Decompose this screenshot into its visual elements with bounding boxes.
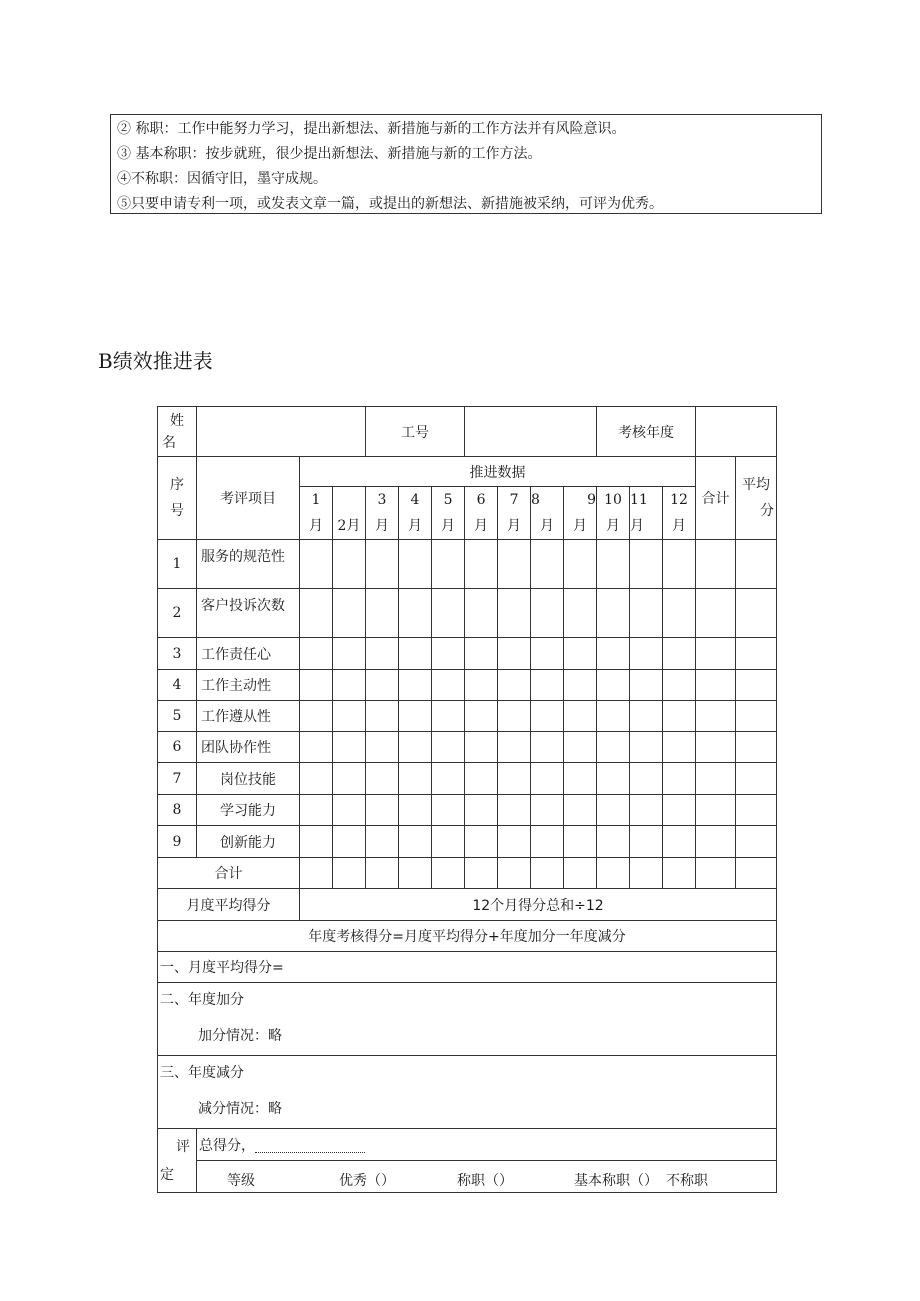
score-cell[interactable] xyxy=(531,540,564,589)
avg-cell[interactable] xyxy=(736,763,777,795)
score-cell[interactable] xyxy=(300,638,333,670)
score-cell[interactable] xyxy=(399,540,432,589)
total-score-label: 总得分， xyxy=(199,1137,255,1154)
grade-option-excellent[interactable]: 优秀（） xyxy=(339,1172,395,1189)
score-cell[interactable] xyxy=(300,795,333,826)
section-annual-deduction xyxy=(158,1056,777,1129)
score-cell[interactable] xyxy=(333,795,366,826)
month-header: 10 月 xyxy=(597,487,630,540)
grade-label: 等级 xyxy=(227,1172,255,1189)
item-no: 3 xyxy=(158,638,197,670)
sum-cell[interactable] xyxy=(597,858,630,889)
month-header: 6 月 xyxy=(465,487,498,540)
score-cell[interactable] xyxy=(333,732,366,763)
score-cell[interactable] xyxy=(498,826,531,858)
total-cell[interactable] xyxy=(696,763,736,795)
section-annual-deduction-title: 三、年度减分 xyxy=(160,1065,244,1081)
monthly-avg-label: 月度平均得分 xyxy=(158,889,300,921)
item-no: 1 xyxy=(158,540,197,589)
total-cell[interactable] xyxy=(696,638,736,670)
performance-table xyxy=(157,406,777,1193)
sum-cell[interactable] xyxy=(300,858,333,889)
score-cell[interactable] xyxy=(498,638,531,670)
score-cell[interactable] xyxy=(432,763,465,795)
score-cell[interactable] xyxy=(663,732,696,763)
review-year-value-cell[interactable] xyxy=(696,407,777,457)
item-name: 工作遵从性 xyxy=(197,701,300,732)
annual-formula: 年度考核得分=月度平均得分+年度加分一年度减分 xyxy=(158,921,777,952)
sum-avg-cell[interactable] xyxy=(736,858,777,889)
score-cell[interactable] xyxy=(300,763,333,795)
score-cell[interactable] xyxy=(498,763,531,795)
item-name: 服务的规范性 xyxy=(197,540,300,589)
grade-option-competent[interactable]: 称职（） xyxy=(457,1172,513,1189)
total-cell[interactable] xyxy=(696,670,736,701)
sum-cell[interactable] xyxy=(465,858,498,889)
total-cell[interactable] xyxy=(696,701,736,732)
total-header: 合计 xyxy=(696,457,736,540)
score-cell[interactable] xyxy=(498,732,531,763)
score-cell[interactable] xyxy=(663,826,696,858)
sum-cell[interactable] xyxy=(432,858,465,889)
data-header: 推进数据 xyxy=(300,457,696,487)
deduction-detail: 减分情况：略 xyxy=(198,1101,282,1117)
section-monthly-avg: 一、月度平均得分= xyxy=(158,952,777,983)
score-cell[interactable] xyxy=(597,670,630,701)
score-cell[interactable] xyxy=(564,540,597,589)
sum-cell[interactable] xyxy=(564,858,597,889)
month-header: 8 月 xyxy=(531,487,564,540)
item-name: 岗位技能 xyxy=(197,763,300,795)
sum-label: 合计 xyxy=(158,858,300,889)
total-cell[interactable] xyxy=(696,540,736,589)
score-cell[interactable] xyxy=(399,763,432,795)
month-header: 7 月 xyxy=(498,487,531,540)
month-header: 3 月 xyxy=(366,487,399,540)
score-cell[interactable] xyxy=(333,701,366,732)
sum-total-cell[interactable] xyxy=(696,858,736,889)
total-cell[interactable] xyxy=(696,826,736,858)
score-cell[interactable] xyxy=(630,795,663,826)
score-cell[interactable] xyxy=(597,732,630,763)
criteria-box xyxy=(110,114,822,214)
score-cell[interactable] xyxy=(630,732,663,763)
score-cell[interactable] xyxy=(366,732,399,763)
score-cell[interactable] xyxy=(333,638,366,670)
score-cell[interactable] xyxy=(498,701,531,732)
score-cell[interactable] xyxy=(597,795,630,826)
evaluation-label: 评 定 xyxy=(158,1129,197,1193)
score-cell[interactable] xyxy=(366,540,399,589)
item-name: 学习能力 xyxy=(197,795,300,826)
score-cell[interactable] xyxy=(564,795,597,826)
score-cell[interactable] xyxy=(333,670,366,701)
month-header: 12 月 xyxy=(663,487,696,540)
score-cell[interactable] xyxy=(399,670,432,701)
score-cell[interactable] xyxy=(564,763,597,795)
score-cell[interactable] xyxy=(432,589,465,638)
item-no: 5 xyxy=(158,701,197,732)
item-no: 2 xyxy=(158,589,197,638)
item-no: 6 xyxy=(158,732,197,763)
avg-cell[interactable] xyxy=(736,589,777,638)
score-cell[interactable] xyxy=(300,540,333,589)
score-cell[interactable] xyxy=(597,540,630,589)
criteria-line: ⑤只要申请专利一项，或发表文章一篇，或提出的新想法、新措施被采纳，可评为优秀。 xyxy=(117,196,663,212)
item-no: 7 xyxy=(158,763,197,795)
item-name: 创新能力 xyxy=(197,826,300,858)
name-label: 姓 名 xyxy=(158,407,197,457)
score-cell[interactable] xyxy=(663,638,696,670)
score-cell[interactable] xyxy=(597,638,630,670)
item-no: 9 xyxy=(158,826,197,858)
score-cell[interactable] xyxy=(597,826,630,858)
month-header: 9 月 xyxy=(564,487,597,540)
month-header: 5 月 xyxy=(432,487,465,540)
monthly-avg-formula: 12个月得分总和÷12 xyxy=(300,889,777,921)
score-cell[interactable] xyxy=(498,589,531,638)
score-cell[interactable] xyxy=(465,763,498,795)
avg-cell[interactable] xyxy=(736,826,777,858)
score-cell[interactable] xyxy=(663,540,696,589)
score-cell[interactable] xyxy=(564,638,597,670)
score-cell[interactable] xyxy=(663,701,696,732)
item-name: 团队协作性 xyxy=(197,732,300,763)
score-cell[interactable] xyxy=(663,795,696,826)
score-cell[interactable] xyxy=(300,826,333,858)
seq-header: 序 号 xyxy=(158,457,197,540)
score-cell[interactable] xyxy=(465,826,498,858)
total-score-row xyxy=(197,1129,777,1161)
score-cell[interactable] xyxy=(432,638,465,670)
score-cell[interactable] xyxy=(630,589,663,638)
score-cell[interactable] xyxy=(663,763,696,795)
sum-cell[interactable] xyxy=(399,858,432,889)
section-annual-bonus xyxy=(158,983,777,1056)
score-cell[interactable] xyxy=(564,589,597,638)
score-cell[interactable] xyxy=(630,540,663,589)
score-cell[interactable] xyxy=(399,795,432,826)
score-cell[interactable] xyxy=(597,589,630,638)
item-name: 工作主动性 xyxy=(197,670,300,701)
bonus-detail: 加分情况：略 xyxy=(198,1028,282,1044)
score-cell[interactable] xyxy=(465,795,498,826)
sum-cell[interactable] xyxy=(663,858,696,889)
score-cell[interactable] xyxy=(597,763,630,795)
score-cell[interactable] xyxy=(630,638,663,670)
total-cell[interactable] xyxy=(696,795,736,826)
score-cell[interactable] xyxy=(399,589,432,638)
criteria-line: ③ 基本称职：按步就班，很少提出新想法、新措施与新的工作方法。 xyxy=(117,146,542,162)
score-cell[interactable] xyxy=(366,826,399,858)
score-cell[interactable] xyxy=(498,670,531,701)
section-title: B绩效推进表 xyxy=(98,349,213,373)
name-value-cell[interactable] xyxy=(197,407,366,457)
avg-cell[interactable] xyxy=(736,701,777,732)
item-name: 客户投诉次数 xyxy=(197,589,300,638)
month-header: 1 月 xyxy=(300,487,333,540)
total-score-field[interactable] xyxy=(255,1138,365,1153)
avg-cell[interactable] xyxy=(736,795,777,826)
criteria-line: ④不称职：因循守旧，墨守成规。 xyxy=(117,171,327,187)
score-cell[interactable] xyxy=(465,638,498,670)
score-cell[interactable] xyxy=(399,701,432,732)
sum-cell[interactable] xyxy=(498,858,531,889)
score-cell[interactable] xyxy=(630,826,663,858)
item-no: 8 xyxy=(158,795,197,826)
sum-cell[interactable] xyxy=(366,858,399,889)
avg-cell[interactable] xyxy=(736,638,777,670)
score-cell[interactable] xyxy=(333,589,366,638)
score-cell[interactable] xyxy=(531,826,564,858)
score-cell[interactable] xyxy=(432,540,465,589)
criteria-line: ② 称职：工作中能努力学习，提出新想法、新措施与新的工作方法并有风险意识。 xyxy=(117,121,626,137)
month-header: 4 月 xyxy=(399,487,432,540)
score-cell[interactable] xyxy=(333,540,366,589)
score-cell[interactable] xyxy=(399,826,432,858)
score-cell[interactable] xyxy=(432,795,465,826)
avg-cell[interactable] xyxy=(736,670,777,701)
score-cell[interactable] xyxy=(366,701,399,732)
score-cell[interactable] xyxy=(465,589,498,638)
score-cell[interactable] xyxy=(531,795,564,826)
score-cell[interactable] xyxy=(465,701,498,732)
score-cell[interactable] xyxy=(630,670,663,701)
score-cell[interactable] xyxy=(663,670,696,701)
score-cell[interactable] xyxy=(630,701,663,732)
score-cell[interactable] xyxy=(663,589,696,638)
score-cell[interactable] xyxy=(300,670,333,701)
score-cell[interactable] xyxy=(498,540,531,589)
score-cell[interactable] xyxy=(300,589,333,638)
sum-cell[interactable] xyxy=(333,858,366,889)
item-header: 考评项目 xyxy=(197,457,300,540)
grade-option-incompetent[interactable]: 不称职 xyxy=(666,1172,708,1189)
review-year-label: 考核年度 xyxy=(597,407,696,457)
score-cell[interactable] xyxy=(432,670,465,701)
score-cell[interactable] xyxy=(531,589,564,638)
grade-option-basic[interactable]: 基本称职（） xyxy=(574,1172,658,1189)
employee-id-value-cell[interactable] xyxy=(465,407,597,457)
score-cell[interactable] xyxy=(498,795,531,826)
grade-row xyxy=(197,1161,777,1193)
score-cell[interactable] xyxy=(531,670,564,701)
item-no: 4 xyxy=(158,670,197,701)
sum-cell[interactable] xyxy=(630,858,663,889)
score-cell[interactable] xyxy=(366,589,399,638)
employee-id-label: 工号 xyxy=(366,407,465,457)
score-cell[interactable] xyxy=(432,701,465,732)
score-cell[interactable] xyxy=(366,670,399,701)
score-cell[interactable] xyxy=(465,540,498,589)
score-cell[interactable] xyxy=(432,732,465,763)
avg-cell[interactable] xyxy=(736,540,777,589)
score-cell[interactable] xyxy=(564,701,597,732)
score-cell[interactable] xyxy=(531,763,564,795)
score-cell[interactable] xyxy=(366,763,399,795)
total-cell[interactable] xyxy=(696,589,736,638)
score-cell[interactable] xyxy=(432,826,465,858)
score-cell[interactable] xyxy=(333,763,366,795)
score-cell[interactable] xyxy=(399,732,432,763)
score-cell[interactable] xyxy=(399,638,432,670)
score-cell[interactable] xyxy=(564,670,597,701)
avg-header: 平均 分 xyxy=(736,457,777,540)
month-header: 11 月 xyxy=(630,487,663,540)
score-cell[interactable] xyxy=(531,701,564,732)
score-cell[interactable] xyxy=(300,701,333,732)
score-cell[interactable] xyxy=(465,670,498,701)
score-cell[interactable] xyxy=(531,638,564,670)
score-cell[interactable] xyxy=(564,732,597,763)
month-header: 2月 xyxy=(333,487,366,540)
score-cell[interactable] xyxy=(597,701,630,732)
score-cell[interactable] xyxy=(564,826,597,858)
score-cell[interactable] xyxy=(366,638,399,670)
score-cell[interactable] xyxy=(630,763,663,795)
score-cell[interactable] xyxy=(300,732,333,763)
score-cell[interactable] xyxy=(465,732,498,763)
score-cell[interactable] xyxy=(333,826,366,858)
total-cell[interactable] xyxy=(696,732,736,763)
score-cell[interactable] xyxy=(366,795,399,826)
section-annual-bonus-title: 二、年度加分 xyxy=(160,992,244,1008)
avg-cell[interactable] xyxy=(736,732,777,763)
score-cell[interactable] xyxy=(531,732,564,763)
sum-cell[interactable] xyxy=(531,858,564,889)
item-name: 工作责任心 xyxy=(197,638,300,670)
